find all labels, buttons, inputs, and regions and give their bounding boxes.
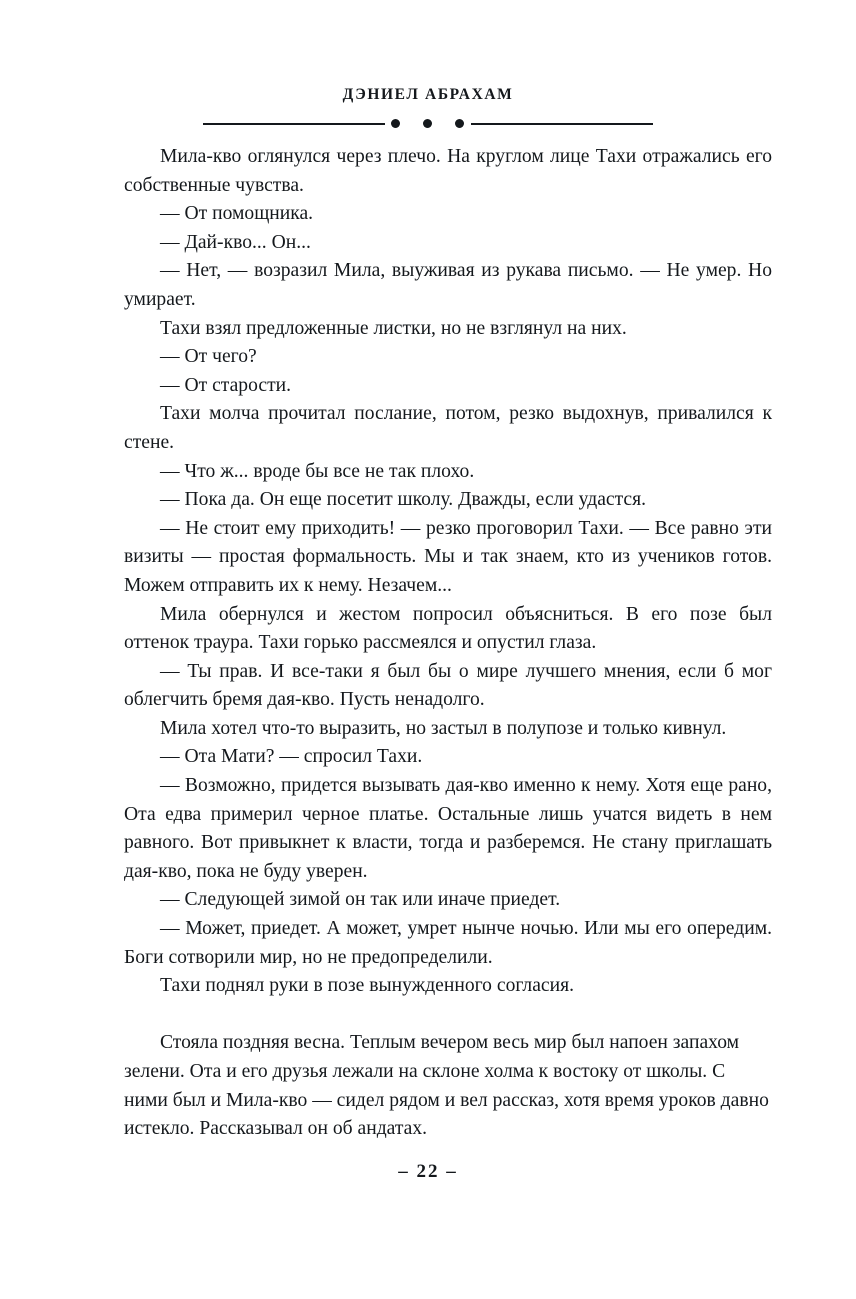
paragraph: — Возможно, придется вызывать дая-кво именно к нему. Хотя еще рано, Ота едва примерил черное платье. Остальные лишь учатся видеть в нем равного. Вот привыкнет к власти, тогда и разберемся. Не стану приглашать дая-кво, пока не буду уверен. [124, 775, 772, 882]
ornament-dot-icon [455, 119, 464, 128]
ornament-dot-icon [391, 119, 400, 128]
paragraph: Мила-кво оглянулся через плечо. На круглом лице Тахи отражались его собственные чувства. [124, 146, 772, 196]
paragraph: — Нет, — возразил Мила, выуживая из рукава письмо. — Не умер. Но умирает. [124, 260, 772, 310]
paragraph: — Дай-кво... Он... [160, 231, 311, 253]
paragraph: Тахи молча прочитал послание, потом, резко выдохнув, привалился к стене. [124, 403, 772, 453]
paragraph: — Следующей зимой он так или иначе приедет. [160, 889, 561, 911]
paragraph: — Что ж... вроде бы все не так плохо. [160, 460, 475, 482]
paragraph: Тахи поднял руки в позе вынужденного согласия. [160, 975, 574, 997]
page-number: – 22 – [398, 1161, 458, 1182]
paragraph: — От чего? [160, 346, 257, 368]
paragraph: — Ты прав. И все-таки я был бы о мире лучшего мнения, если б мог облегчить бремя дая-кво. Пусть ненадолго. [124, 660, 772, 711]
ornament-divider [203, 112, 653, 134]
paragraph: — Пока да. Он еще посетит школу. Дважды, если удастся. [160, 489, 647, 511]
paragraph: — Не стоит ему приходить! — резко проговорил Тахи. — Все равно эти визиты — простая формальность. Мы и так знаем, кто из учеников готов. Можем отправить их к нему. Незачем... [124, 517, 772, 596]
paragraph: Мила обернулся и жестом попросил объясниться. В его позе был оттенок траура. Тахи горько рассмеялся и опустил глаза. [124, 603, 772, 654]
running-head: ДЭНИЕЛ АБРАХАМ [342, 86, 514, 103]
paragraph: — От старости. [160, 374, 292, 396]
ornament-dot-icon [423, 119, 432, 128]
paragraph: — Может, приедет. А может, умрет нынче ночью. Или мы его опередим. Боги сотворили мир, но не предопределили. [124, 918, 772, 968]
paragraph: — Ота Мати? — спросил Тахи. [160, 746, 423, 768]
paragraph: — От помощника. [160, 203, 314, 225]
body-text [124, 143, 772, 1144]
paragraph: Тахи взял предложенные листки, но не взглянул на них. [160, 317, 627, 339]
paragraph: Стояла поздняя весна. Теплым вечером весь мир был напоен запахом зелени. Ота и его друзья лежали на склоне холма к востоку от школы. С ними был и Мила-кво — сидел рядом и вел рассказ, хотя время уроков давно истекло. Рассказывал он об андатах. [124, 1032, 769, 1140]
paragraph: Мила хотел что-то выразить, но застыл в полупозе и только кивнул. [160, 717, 727, 739]
